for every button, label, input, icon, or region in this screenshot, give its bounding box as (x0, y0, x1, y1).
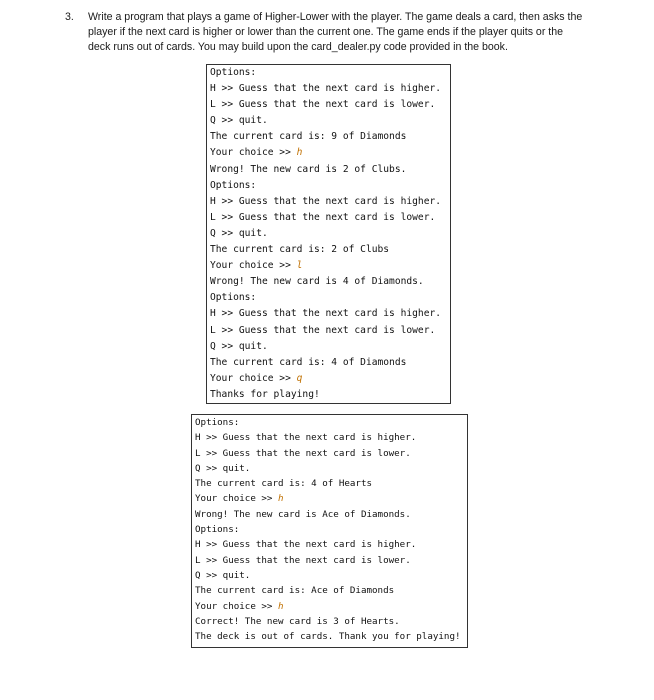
console-line-text: Q >> quit. (195, 462, 251, 474)
console-line (207, 371, 450, 387)
console-line-text: H >> Guess that the next card is higher. (195, 539, 417, 551)
console-line (207, 210, 450, 226)
console-line (207, 306, 450, 322)
console-line (192, 522, 467, 537)
console-line (207, 339, 450, 355)
console-line-text: Q >> quit. (210, 115, 268, 127)
console-line (207, 65, 450, 81)
question-block (65, 10, 585, 55)
console-line-text: Options: (210, 292, 257, 304)
console-line-text: H >> Guess that the next card is higher. (195, 432, 417, 444)
console-line-text: Your choice >> (195, 493, 278, 505)
user-input: h (277, 600, 284, 612)
console-line (192, 476, 467, 491)
console-line-text: Q >> quit. (210, 340, 268, 352)
console-line (192, 599, 467, 614)
console-line-text: The current card is: 9 of Diamonds (210, 131, 407, 143)
console-line-text: Correct! The new card is 3 of Hearts. (195, 615, 400, 627)
console-line (192, 507, 467, 522)
console-line-text: The current card is: 2 of Clubs (210, 244, 390, 256)
console-line-text: Options: (210, 179, 257, 191)
console-line (192, 583, 467, 598)
console-line (207, 274, 450, 290)
console-line-text: L >> Guess that the next card is lower. (210, 99, 436, 111)
console-line (192, 629, 467, 644)
console-line-text: The current card is: 4 of Diamonds (210, 356, 407, 368)
console-line (207, 145, 450, 161)
console-line-text: Options: (195, 417, 240, 428)
console-line-text: The deck is out of cards. Thank you for playing! (195, 631, 461, 643)
console-line (207, 129, 450, 145)
console-line (192, 415, 467, 430)
console-line (207, 226, 450, 242)
console-line-text: Wrong! The new card is Ace of Diamonds. (195, 508, 411, 520)
console-line-text: H >> Guess that the next card is higher. (210, 83, 442, 95)
console-line (192, 491, 467, 506)
console-line (207, 162, 450, 178)
console-line (207, 81, 450, 97)
console-line-text: L >> Guess that the next card is lower. (195, 447, 411, 459)
console-line-text: Your choice >> (195, 600, 278, 612)
console-line (207, 258, 450, 274)
user-input: h (277, 493, 284, 505)
question-text: Write a program that plays a game of Higher-Lower with the player. The game deals a card, then asks the player if the next card is higher or lower than the current one. The game ends if the player quits or the deck runs out of cards. You may build upon the card_dealer.py code provided in the book. (88, 11, 583, 53)
console-line (192, 614, 467, 629)
user-input: h (296, 147, 303, 159)
console-line (192, 430, 467, 445)
console-output-1 (206, 64, 451, 404)
console-line (207, 387, 450, 403)
console-line (207, 178, 450, 194)
console-line-text: Options: (195, 524, 240, 536)
console-line-text: Options: (210, 67, 257, 78)
console-line (192, 568, 467, 583)
console-line-text: Wrong! The new card is 2 of Clubs. (210, 163, 407, 175)
console-line (192, 446, 467, 461)
console-line (207, 97, 450, 113)
console-output-2 (191, 414, 468, 648)
console-line-text: Wrong! The new card is 4 of Diamonds. (210, 276, 424, 288)
console-line-text: Q >> quit. (210, 227, 268, 239)
console-line (207, 194, 450, 210)
console-line-text: Q >> quit. (195, 569, 251, 581)
console-line-text: Thanks for playing! (210, 388, 320, 400)
console-line-text: Your choice >> (210, 260, 297, 272)
console-line (192, 537, 467, 552)
console-line-text: H >> Guess that the next card is higher. (210, 308, 442, 320)
console-line (207, 242, 450, 258)
console-line-text: L >> Guess that the next card is lower. (210, 211, 436, 223)
console-line (207, 113, 450, 129)
user-input: q (296, 372, 303, 384)
console-line (207, 355, 450, 371)
console-line-text: The current card is: Ace of Diamonds (195, 585, 395, 597)
console-line-text: The current card is: 4 of Hearts (195, 478, 373, 490)
console-line-text: Your choice >> (210, 147, 297, 159)
console-line (192, 461, 467, 476)
console-line (207, 323, 450, 339)
console-line (192, 553, 467, 568)
question-number: 3. (65, 11, 74, 23)
console-line-text: H >> Guess that the next card is higher. (210, 195, 442, 207)
user-input: l (296, 260, 303, 272)
console-line-text: Your choice >> (210, 372, 297, 384)
console-line (207, 290, 450, 306)
console-line-text: L >> Guess that the next card is lower. (210, 324, 436, 336)
console-line-text: L >> Guess that the next card is lower. (195, 554, 411, 566)
